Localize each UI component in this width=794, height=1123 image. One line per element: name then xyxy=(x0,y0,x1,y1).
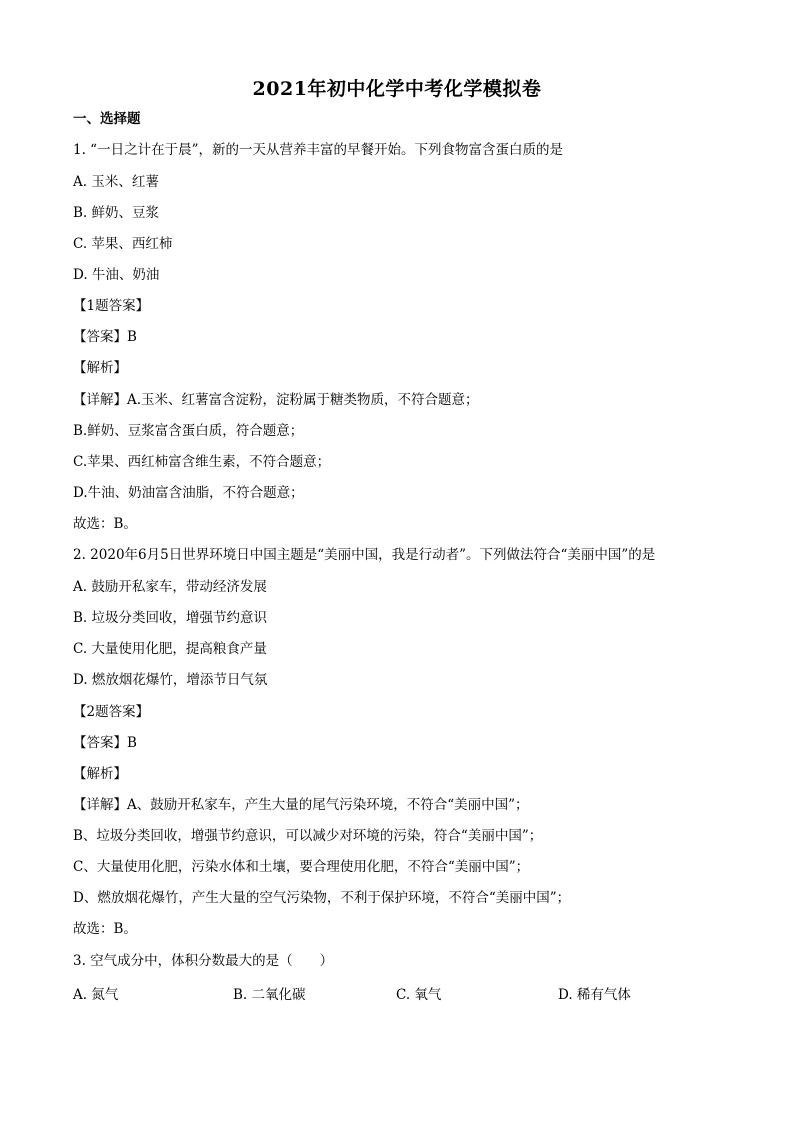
question-2-detail: C、大量使用化肥，污染水体和土壤，要合理使用化肥，不符合“美丽中国”； xyxy=(73,859,530,875)
question-2-option-b: B. 垃圾分类回收，增强节约意识 xyxy=(73,610,268,626)
question-1-detail: D.牛油、奶油富含油脂，不符合题意； xyxy=(73,485,304,501)
question-1-option-c: C. 苹果、西红柿 xyxy=(73,236,173,252)
question-1-option-b: B. 鲜奶、豆浆 xyxy=(73,205,160,221)
question-2-option-c: C. 大量使用化肥，提高粮食产量 xyxy=(73,641,267,657)
question-2-stem: 2. 2020年6月5日世界环境日中国主题是“美丽中国，我是行动者”。下列做法符合“美丽中国”的是 xyxy=(73,547,656,563)
document-title: 2021年初中化学中考化学模拟卷 xyxy=(252,78,542,100)
question-3-stem: 3. 空气成分中，体积分数最大的是（ ） xyxy=(73,953,334,969)
question-2-detail: D、燃放烟花爆竹，产生大量的空气污染物，不利于保护环境，不符合“美丽中国”； xyxy=(73,890,571,906)
question-1-detail: C.苹果、西红柿富含维生素，不符合题意； xyxy=(73,454,331,470)
question-2-conclusion: 故选：B。 xyxy=(73,921,137,937)
section-heading: 一、选择题 xyxy=(73,111,141,127)
question-2-answer: 【答案】B xyxy=(73,735,137,751)
question-2-analysis-header: 【解析】 xyxy=(73,766,127,782)
question-1-analysis-header: 【解析】 xyxy=(73,360,127,376)
question-2-detail: B、垃圾分类回收，增强节约意识，可以减少对环境的污染，符合“美丽中国”； xyxy=(73,828,543,844)
question-1-detail: 【详解】A.玉米、红薯富含淀粉，淀粉属于糖类物质，不符合题意； xyxy=(73,392,479,408)
question-1-option-d: D. 牛油、奶油 xyxy=(73,267,160,283)
question-3-option-d: D. 稀有气体 xyxy=(558,987,631,1003)
question-2-answer-header: 【2题答案】 xyxy=(73,704,150,720)
question-1-answer: 【答案】B xyxy=(73,329,137,345)
question-1-answer-header: 【1题答案】 xyxy=(73,298,150,314)
question-3-option-c: C. 氧气 xyxy=(396,987,442,1003)
question-3-option-a: A. 氮气 xyxy=(73,987,119,1003)
question-3-options xyxy=(73,983,733,1001)
question-2-option-d: D. 燃放烟花爆竹，增添节日气氛 xyxy=(73,672,268,688)
question-1-option-a: A. 玉米、红薯 xyxy=(73,174,159,190)
question-1-detail: B.鲜奶、豆浆富含蛋白质，符合题意； xyxy=(73,423,304,439)
question-2-detail: 【详解】A、鼓励开私家车，产生大量的尾气污染环境，不符合“美丽中国”； xyxy=(73,797,529,813)
question-2-option-a: A. 鼓励开私家车，带动经济发展 xyxy=(73,579,267,595)
question-1-conclusion: 故选：B。 xyxy=(73,516,137,532)
question-1-stem: 1. “一日之计在于晨”，新的一天从营养丰富的早餐开始。下列食物富含蛋白质的是 xyxy=(73,142,563,158)
question-3-option-b: B. 二氧化碳 xyxy=(233,987,306,1003)
